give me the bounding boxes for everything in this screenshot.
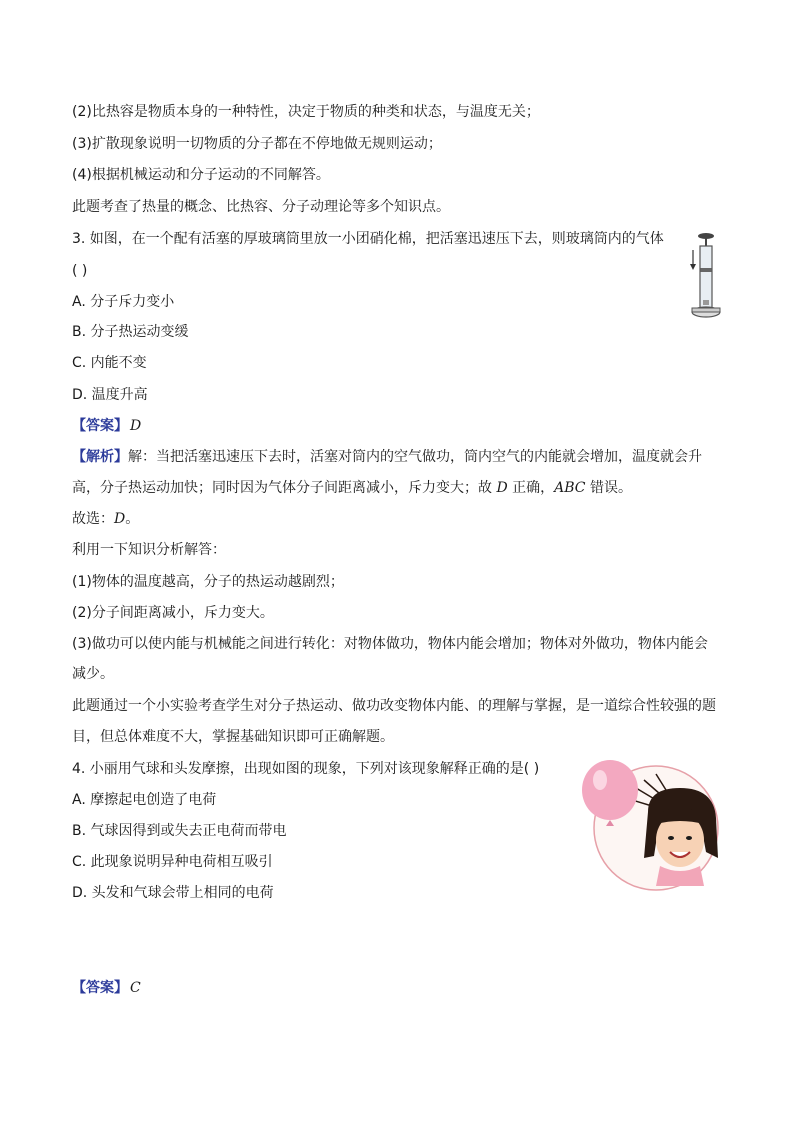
analysis-line-2 [72, 478, 632, 498]
answer-value: C [130, 980, 141, 996]
analysis-letter: D [496, 480, 508, 496]
girl-balloon-illustration [578, 760, 728, 895]
answer-value: D [130, 418, 142, 434]
option-c: C. 此现象说明异种电荷相互吸引 [72, 854, 273, 870]
analysis-text: 高，分子热运动加快；同时因为气体分子间距离减小，斥力变大；故 [72, 480, 497, 496]
answer-line [72, 416, 141, 436]
choose-text: 故选： [72, 511, 114, 527]
option-b: B. 气球因得到或失去正电荷而带电 [72, 823, 287, 839]
option-d: D. 头发和气球会带上相同的电荷 [72, 885, 274, 901]
glass-cylinder-figure [683, 230, 733, 320]
analysis-text: 正确， [507, 480, 555, 496]
option-b: B. 分子热运动变缓 [72, 324, 189, 340]
analysis-letters: ABC [554, 480, 586, 496]
question-3-paren: ( ) [72, 263, 88, 279]
analysis-tag: 【解析】 [72, 449, 128, 465]
question-3-stem: 3. 如图，在一个配有活塞的厚玻璃筒里放一小团硝化棉，把活塞迅速压下去，则玻璃筒内的气体 [72, 231, 664, 247]
analysis-text: 错误。 [585, 480, 632, 496]
text-line: (3)扩散现象说明一切物质的分子都在不停地做无规则运动； [72, 136, 442, 152]
text-line: (2)分子间距离减小，斥力变大。 [72, 605, 274, 621]
answer-tag: 【答案】 [72, 418, 128, 434]
text-line: 利用一下知识分析解答： [72, 542, 226, 558]
text-line: (3)做功可以使内能与机械能之间进行转化：对物体做功，物体内能会增加；物体对外做功，物体内能会 [72, 636, 708, 652]
text-line: (2)比热容是物质本身的一种特性，决定于物质的种类和状态，与温度无关； [72, 104, 540, 120]
choose-letter: D [114, 511, 126, 527]
question-4-stem: 4. 小丽用气球和头发摩擦，出现如图的现象，下列对该现象解释正确的是( ) [72, 761, 540, 777]
choose-line [72, 509, 139, 529]
option-a: A. 摩擦起电创造了电荷 [72, 792, 217, 808]
option-d: D. 温度升高 [72, 387, 148, 403]
text-line: 此题考查了热量的概念、比热容、分子动理论等多个知识点。 [72, 199, 450, 215]
answer-line [72, 978, 141, 998]
text-line: (4)根据机械运动和分子运动的不同解答。 [72, 167, 330, 183]
option-c: C. 内能不变 [72, 355, 147, 371]
text-line: 减少。 [72, 666, 114, 682]
analysis-line [72, 447, 702, 467]
analysis-text: 解：当把活塞迅速压下去时，活塞对筒内的空气做功，筒内空气的内能就会增加，温度就会升 [128, 449, 702, 465]
answer-tag: 【答案】 [72, 980, 128, 996]
text-line: 此题通过一个小实验考查学生对分子热运动、做功改变物体内能、的理解与掌握，是一道综合性较强的题 [72, 698, 716, 714]
option-a: A. 分子斥力变小 [72, 294, 175, 310]
text-line: 目，但总体难度不大，掌握基础知识即可正确解题。 [72, 729, 394, 745]
text-line: (1)物体的温度越高，分子的热运动越剧烈； [72, 574, 344, 590]
choose-text: 。 [125, 511, 140, 527]
